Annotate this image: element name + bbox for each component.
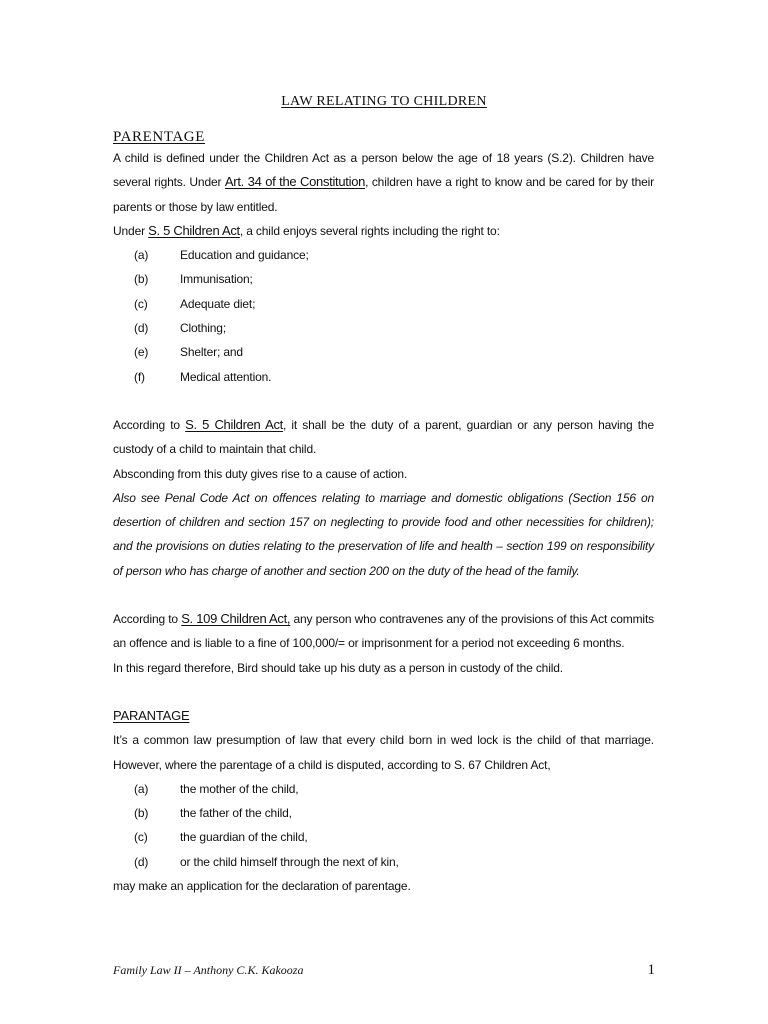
list-item	[113, 267, 654, 291]
text-run: Under	[113, 223, 149, 238]
legal-reference: S. 5 Children Act	[185, 416, 283, 432]
applicants-list	[113, 777, 654, 874]
list-marker: (c)	[134, 830, 148, 845]
section-heading-parantage: PARANTAGE	[113, 707, 190, 723]
legal-reference: S. 109 Children Act,	[181, 611, 291, 627]
paragraph-presumption: It’s a common law presumption of law that every child born in wed lock is the child of that marriage. However, where the parentage of a child is disputed, according to S. 67 Children Act,	[113, 733, 654, 772]
list-item-text: the father of the child,	[180, 806, 292, 821]
paragraph-absconding: Absconding from this duty gives rise to a cause of action.	[113, 466, 408, 481]
document-title: LAW RELATING TO CHILDREN	[281, 94, 487, 109]
list-item	[113, 340, 654, 364]
text-run: , a child enjoys several rights including the right to:	[239, 223, 500, 238]
document-body	[113, 128, 654, 898]
list-item	[113, 850, 654, 874]
list-item-text: Clothing;	[180, 321, 227, 336]
list-item	[113, 365, 654, 389]
list-marker: (e)	[134, 345, 149, 360]
paragraph-conclusion: In this regard therefore, Bird should take up his duty as a person in custody of the child.	[113, 660, 563, 675]
paragraph-penalty	[113, 607, 654, 656]
text-run: any person who contravenes any of the provisions of this Act commits an offence and is liable to a fine of 100,000/= or imprisonment for a period not exceeding 6 months.	[113, 612, 654, 651]
text-run: , children have a right to know and be cared for by their parents or those by law entitled.	[113, 175, 655, 214]
list-item-text: or the child himself through the next of kin,	[180, 854, 399, 869]
list-item	[113, 825, 654, 849]
list-marker: (d)	[134, 321, 149, 336]
paragraph-definition	[113, 146, 654, 219]
list-item	[113, 801, 654, 825]
paragraph-duty	[113, 413, 654, 462]
paragraph-penal-code: Also see Penal Code Act on offences relating to marriage and domestic obligations (Section 156 on desertion of children and section 157 on neglecting to provide food and other necessities for children); and the provisions on duties relating to the preservation of life and health – section 199 on responsibility of person who has charge of another and section 200 on the duty of the head of the family.	[113, 490, 654, 578]
list-item	[113, 243, 654, 267]
list-item	[113, 777, 654, 801]
legal-reference: Art. 34 of the Constitution	[224, 174, 366, 190]
list-item	[113, 292, 654, 316]
list-marker: (b)	[134, 272, 149, 287]
list-item-text: Immunisation;	[180, 272, 253, 287]
list-marker: (a)	[134, 248, 149, 263]
page-footer	[113, 962, 655, 979]
paragraph-rights-intro	[113, 219, 654, 243]
list-marker: (d)	[134, 854, 149, 869]
spacer	[113, 680, 654, 704]
legal-reference: S. 5 Children Act	[148, 222, 240, 238]
spacer	[113, 389, 654, 413]
list-item-text: the guardian of the child,	[180, 830, 308, 845]
list-marker: (c)	[134, 296, 148, 311]
text-run: According to	[113, 612, 182, 627]
footer-text: Family Law II – Anthony C.K. Kakooza	[113, 963, 304, 977]
list-marker: (b)	[134, 806, 149, 821]
list-item-text: Education and guidance;	[180, 248, 309, 263]
text-run: A child is defined under the Children Act as a person below the age of 18 years (S.2). Children have several rights. Under	[113, 151, 654, 190]
paragraph-application: may make an application for the declaration of parentage.	[113, 879, 411, 894]
list-item-text: the mother of the child,	[180, 781, 299, 796]
list-item-text: Medical attention.	[180, 369, 272, 384]
text-run: According to	[113, 417, 186, 432]
list-item-text: Shelter; and	[180, 345, 243, 360]
list-marker: (f)	[134, 369, 145, 384]
spacer	[113, 583, 654, 607]
list-item	[113, 316, 654, 340]
list-marker: (a)	[134, 781, 149, 796]
list-item-text: Adequate diet;	[180, 296, 256, 311]
page-number: 1	[647, 962, 655, 978]
section-heading-parentage: PARENTAGE	[113, 129, 205, 145]
text-run: , it shall be the duty of a parent, guardian or any person having the custody of a child to maintain that child.	[113, 417, 654, 457]
rights-list	[113, 243, 654, 389]
